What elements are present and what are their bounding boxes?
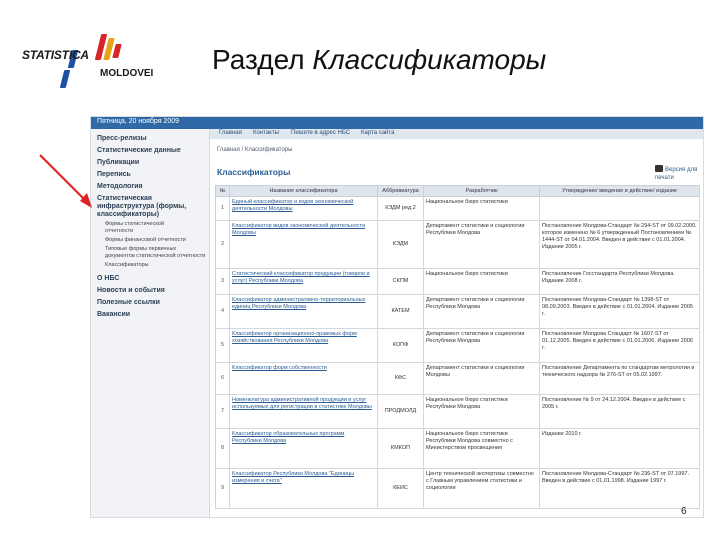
row-num: 1: [216, 197, 230, 221]
col-header-approval: Утверждение/ введение в действие/ издание: [540, 186, 700, 197]
row-num: 6: [216, 363, 230, 395]
arrow-line: [40, 155, 85, 200]
sidebar-item-statdata[interactable]: Статистические данные: [97, 147, 181, 154]
row-approval: Постановление Госстандарта Республики Молдова. Издание 2008 г.: [540, 269, 700, 295]
site-date: Пятница, 20 ноября 2009: [97, 118, 180, 125]
row-dev: Центр технической экспертизы совместно с Главным управлением статистики и социологии: [424, 469, 540, 509]
row-abbr: СКПМ: [378, 269, 424, 295]
slide-title-plain: Раздел: [212, 44, 313, 75]
row-abbr: ПРОДМОЛД: [378, 395, 424, 429]
col-header-name: Название классификатора: [230, 186, 378, 197]
row-abbr: КАТЕМ: [378, 295, 424, 329]
row-approval: Постановление Департамента по стандартам метрологии и технического надзора № 276-ST от 05.02.1997.: [540, 363, 700, 395]
row-abbr: КФС: [378, 363, 424, 395]
sidebar-sub-financial[interactable]: Формы финансовой отчетности: [105, 237, 186, 243]
nav-link-home[interactable]: Главная: [219, 130, 242, 136]
logo-text-statistica: STATISTICA: [22, 48, 89, 62]
row-name[interactable]: Статистический классификатор продукции (товаров и услуг) Республики Молдова: [230, 269, 378, 295]
sidebar-item-census[interactable]: Перепись: [97, 171, 131, 178]
row-num: 7: [216, 395, 230, 429]
row-dev: Национальное бюро статистики Республики Молдова: [424, 395, 540, 429]
row-name[interactable]: Классификатор видов экономической деятельности Молдовы: [230, 221, 378, 269]
row-name[interactable]: Классификатор образовательных программ Республики Молдова: [230, 429, 378, 469]
col-header-dev: Разработчик: [424, 186, 540, 197]
row-abbr: КЭДМ ред.2: [378, 197, 424, 221]
row-dev: Департамент статистики и социологии Республики Молдова: [424, 295, 540, 329]
slide-title-italic: Классификаторы: [312, 44, 547, 75]
sidebar-item-methodology[interactable]: Методология: [97, 183, 143, 190]
logo-text-moldovei: MOLDOVEI: [100, 68, 154, 79]
row-dev: Департамент статистики и социологии Республики Молдова: [424, 329, 540, 363]
sidebar-sub-forms-1[interactable]: Формы статистической: [105, 221, 164, 227]
row-dev: Департамент статистики и социологии Молдовы: [424, 363, 540, 395]
row-name[interactable]: Единый классификатор и кодов экономической деятельности Молдовы: [230, 197, 378, 221]
row-approval: Постановление Молдова-Стандарт № 1398-ST от 08.09.2003. Введен в действие с 01.01.2004. Издание 2005 г.: [540, 295, 700, 329]
row-approval: Постановление Молдова-Стандарт № 294-ST от 09.02.2000, которое изменено № 6 утвержденный Постановлением № 1444-ST от 04.01.2004. Введен в действие с 01.01.2004. Издание 2005 г.: [540, 221, 700, 269]
sidebar-item-news[interactable]: Новости и события: [97, 287, 165, 294]
row-approval: Издание 2010 г.: [540, 429, 700, 469]
row-name[interactable]: Классификатор Республики Молдова "Единицы измерения и счета": [230, 469, 378, 509]
sidebar-sub-forms-2[interactable]: отчетности: [105, 228, 134, 234]
page-number: 6: [681, 506, 687, 517]
content-title: Классификаторы: [217, 167, 291, 177]
nav-link-contacts[interactable]: Контакты: [253, 130, 279, 136]
row-num: 9: [216, 469, 230, 509]
row-approval: Постановление Молдова-Стандарт № 236-ST от 07.1997. Введен в действие с 01.01.1998. Издание 1997 г.: [540, 469, 700, 509]
breadcrumb[interactable]: Главная / Классификаторы: [217, 147, 293, 153]
row-approval: Постановление № 9 от 24.12.2004. Введен в действие с 2005 г.: [540, 395, 700, 429]
row-approval: Постановление Молдова Стандарт № 1607-ST от 01.12.2005. Введен в действие с 01.01.2006. Издание 2006 г.: [540, 329, 700, 363]
row-num: 3: [216, 269, 230, 295]
nav-link-sitemap[interactable]: Карта сайта: [361, 130, 395, 136]
sidebar-sub-typical-2[interactable]: документов статистической отчетности: [105, 253, 206, 259]
sidebar-item-publications[interactable]: Публикации: [97, 159, 140, 166]
row-dev: Национальное бюро статистики: [424, 269, 540, 295]
arrow-head: [80, 193, 92, 208]
sidebar-item-vacancies[interactable]: Вакансии: [97, 311, 131, 318]
row-dev: Национальное бюро статистики Республики Молдова совместно с Министерством просвещения: [424, 429, 540, 469]
col-header-num: №: [216, 186, 230, 197]
nav-link-write[interactable]: Пишите в адрес НБС: [291, 130, 351, 136]
row-num: 8: [216, 429, 230, 469]
sidebar-item-infra-2[interactable]: инфраструктура (формы,: [97, 203, 187, 210]
row-num: 4: [216, 295, 230, 329]
col-header-abbr: Аббревиатура: [378, 186, 424, 197]
sidebar-item-infra-1[interactable]: Статистическая: [97, 195, 152, 202]
row-name[interactable]: Номенклатура административной продукции и услуг используемых для регистрации в статистике Молдовы: [230, 395, 378, 429]
row-num: 2: [216, 221, 230, 269]
row-abbr: КМКОП: [378, 429, 424, 469]
row-dev: Департамент статистики и социологии Республики Молдова: [424, 221, 540, 269]
print-version-label: Версия для печати: [655, 167, 698, 181]
row-abbr: КОПФ: [378, 329, 424, 363]
row-name[interactable]: Классификатор форм собственности: [230, 363, 378, 395]
sidebar-item-press[interactable]: Пресс-релизы: [97, 135, 147, 142]
row-abbr: КЕИС: [378, 469, 424, 509]
sidebar-sub-classifiers[interactable]: Классификаторы: [105, 262, 149, 268]
sidebar-item-infra-3[interactable]: классификаторы): [97, 211, 160, 218]
row-num: 5: [216, 329, 230, 363]
row-name[interactable]: Классификатор административно-территориальных единиц Республики Молдова: [230, 295, 378, 329]
sidebar-sub-typical-1[interactable]: Типовые формы первичных: [105, 246, 177, 252]
row-abbr: КЭДМ: [378, 221, 424, 269]
row-name[interactable]: Классификатор организационно-правовых форм хозяйствования Республики Молдова: [230, 329, 378, 363]
sidebar-item-about[interactable]: О НБС: [97, 275, 120, 282]
row-dev: Национальное бюро статистики: [424, 197, 540, 221]
sidebar-item-links[interactable]: Полезные ссылки: [97, 299, 160, 306]
